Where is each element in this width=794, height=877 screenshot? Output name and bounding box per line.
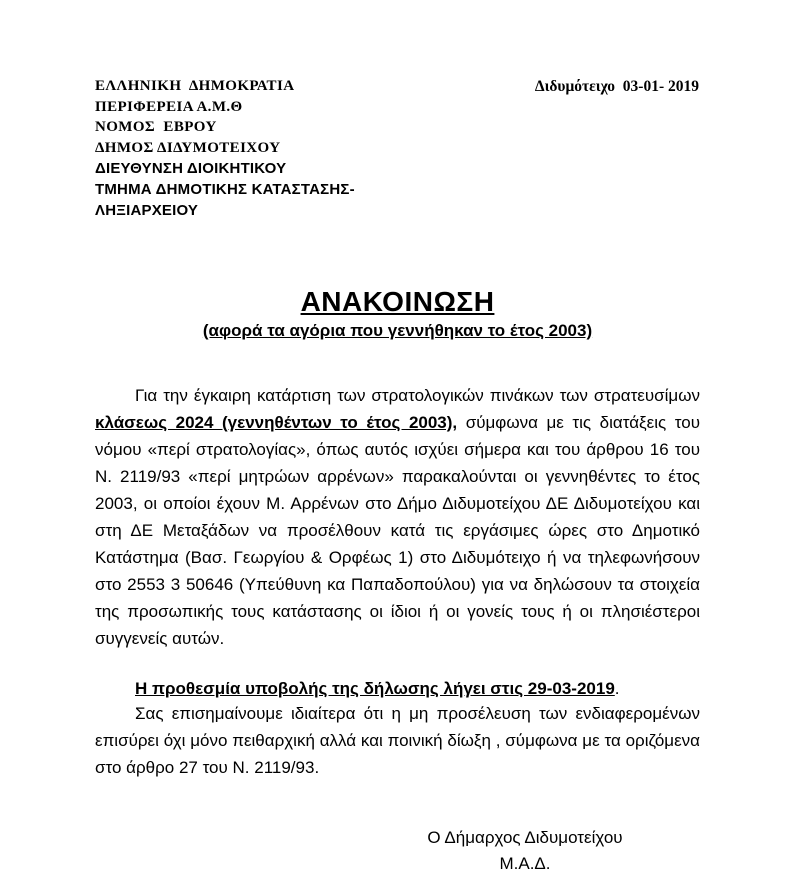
place-date-line: Διδυμότειχο 03-01- 2019 [534, 78, 699, 95]
paragraph-recruitment-intro: Για την έγκαιρη κατάρτιση των στρατολογικών πινάκων των στρατευσίμων [135, 386, 700, 405]
signature-initials: Μ.Α.Δ. [499, 854, 551, 873]
agency-line-municipality: ΔΗΜΟΣ ΔΙΔΥΜΟΤΕΙΧΟΥ [95, 139, 281, 156]
agency-block [95, 76, 355, 221]
agency-line-registry: ΛΗΞΙΑΡΧΕΙΟΥ [95, 202, 199, 219]
deadline-period: . [614, 679, 620, 698]
agency-line-republic: ΕΛΛΗΝΙΚΗ ΔΗΜΟΚΡΑΤΙΑ [95, 78, 295, 94]
agency-line-department: ΤΜΗΜΑ ΔΗΜΟΤΙΚΗΣ ΚΑΤΑΣΤΑΣΗΣ- [95, 181, 355, 198]
deadline-line [95, 678, 700, 700]
document-title: ΑΝΑΚΟΙΝΩΣΗ [300, 286, 495, 317]
agency-line-prefecture: ΝΟΜΟΣ ΕΒΡΟΥ [95, 119, 217, 135]
agency-line-directorate: ΔΙΕΥΘΥΝΣΗ ΔΙΟΙΚΗΤΙΚΟΥ [95, 160, 287, 177]
title-block [95, 287, 700, 342]
document-subtitle: (αφορά τα αγόρια που γεννήθηκαν το έτος 2003) [202, 321, 593, 340]
body-text [95, 382, 700, 781]
signature-title: Ο Δήμαρχος Διδυμοτείχου [427, 828, 623, 847]
paragraph-recruitment [95, 382, 700, 652]
paragraph-warning: Σας επισημαίνουμε ιδιαίτερα ότι η μη προσέλευση των ενδιαφερομένων επισύρει όχι μόνο πειθαρχική αλλά και ποινική δίωξη , σύμφωνα με τα οριζόμενα στο άρθρο 27 του Ν. 2119/93. [95, 704, 700, 777]
document-header [95, 76, 700, 221]
signature-block [340, 825, 710, 877]
paragraph-recruitment-rest: σύμφωνα με τις διατάξεις του νόμου «περί στρατολογίας», όπως αυτός ισχύει σήμερα και του άρθρου 16 του Ν. 2119/93 «περί μητρώων αρρένων» παρακαλούνται οι γεννηθέντες το έτος 2003, οι οποίοι έχουν Μ. Αρρένων στο Δήμο Διδυμοτείχου ΔΕ Διδυμοτείχου και στη ΔΕ Μεταξάδων να προσέλθουν κατά τις εργάσιμες ώρες στο Δημοτικό Κατάστημα (Βασ. Γεωργίου & Ορφέως 1) στο Διδυμότειχο ή να τηλεφωνήσουν στο 2553 3 50646 (Υπεύθυνη κα Παπαδοπούλου) για να δηλώσουν τα στοιχεία της προσωπικής τους κατάστασης οι ίδιοι ή οι γονείς τους ή οι πλησιέστεροι συγγενείς αυτών. [95, 413, 700, 648]
deadline-bold-segment: Η προθεσμία υποβολής της δήλωσης λήγει στις 29-03-2019 [135, 679, 615, 698]
agency-line-region: ΠΕΡΙΦΕΡΕΙΑ Α.Μ.Θ [95, 98, 243, 115]
class-2024-bold-segment: κλάσεως 2024 (γεννηθέντων το έτος 2003), [95, 413, 458, 432]
